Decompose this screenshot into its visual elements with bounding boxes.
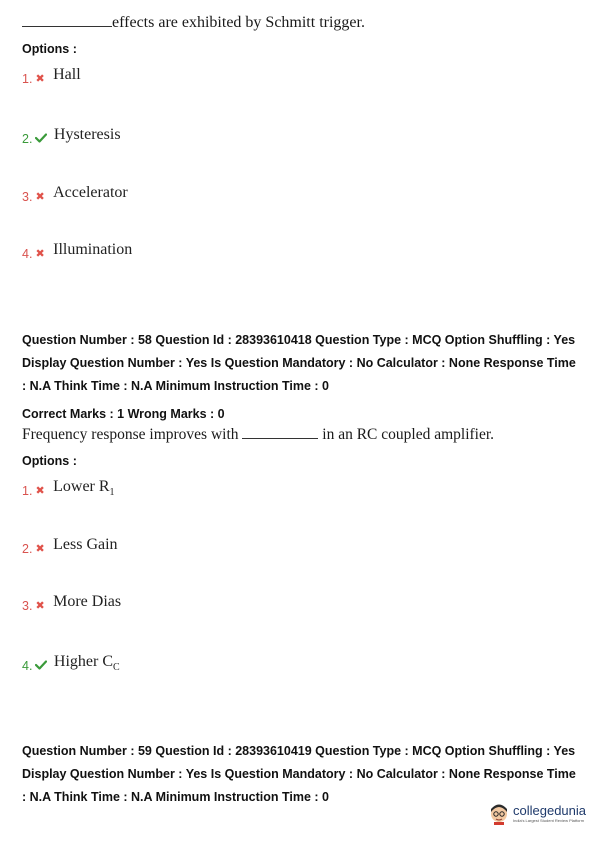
- logo-name: collegedunia: [513, 803, 587, 818]
- q58-option-1: [22, 478, 115, 502]
- option-text: Less Gain: [53, 536, 118, 553]
- q57-option-2: [22, 126, 121, 148]
- option-text: Hysteresis: [53, 126, 121, 144]
- option-number: 1.: [22, 72, 33, 86]
- option-number: 4.: [22, 659, 33, 674]
- q58-question: [22, 426, 494, 444]
- option-number: 1.: [22, 484, 33, 498]
- cross-icon: ✖: [35, 73, 45, 86]
- option-number: 2.: [22, 132, 33, 147]
- q57-option-1: [22, 66, 81, 88]
- option-text: Hall: [53, 66, 81, 83]
- q58-meta: Question Number : 58 Question Id : 28393610418 Question Type : MCQ Option Shuffling : Yes Display Question Number : Yes Is Question Mandatory : No Calculator : None Response Time : N.A Think Time : N.A Minimum Instruction Time : 0: [22, 333, 576, 393]
- option-number: 3.: [22, 599, 33, 613]
- cross-icon: ✖: [35, 191, 45, 204]
- option-text: Illumination: [53, 241, 133, 258]
- q58-question-start: Frequency response improves with: [22, 426, 239, 443]
- cross-icon: ✖: [35, 600, 45, 613]
- option-number: 3.: [22, 190, 33, 204]
- check-icon: [35, 657, 47, 675]
- logo-tagline: India's Largest Student Review Platform: [513, 818, 585, 823]
- q58-option-4: [22, 653, 120, 677]
- option-number: 2.: [22, 542, 33, 556]
- mascot-icon: [488, 801, 510, 825]
- q58-question-end: in an RC coupled amplifier.: [322, 426, 495, 443]
- cross-icon: ✖: [35, 485, 45, 498]
- option-text: Accelerator: [53, 184, 128, 201]
- answer-blank: [242, 426, 318, 439]
- q58-marks: Correct Marks : 1 Wrong Marks : 0: [22, 407, 225, 421]
- q58-option-2: [22, 536, 118, 558]
- answer-blank: [22, 14, 112, 27]
- cross-icon: ✖: [35, 248, 45, 261]
- q58-option-3: [22, 593, 122, 615]
- check-icon: [35, 130, 47, 148]
- option-text: Higher $C_C$: [53, 653, 120, 674]
- q58-options-label: Options :: [22, 454, 77, 468]
- option-text: More Dias: [53, 593, 122, 610]
- q57-option-4: [22, 241, 133, 263]
- q57-options-label: Options :: [22, 42, 77, 56]
- option-number: 4.: [22, 247, 33, 261]
- q59-meta: Question Number : 59 Question Id : 28393610419 Question Type : MCQ Option Shuffling : Yes Display Question Number : Yes Is Question Mandatory : No Calculator : None Response Time : N.A Think Time : N.A Minimum Instruction Time : 0: [22, 744, 576, 804]
- q57-question-text: effects are exhibited by Schmitt trigger.: [112, 14, 365, 31]
- option-text: Lower $R_1$: [53, 478, 115, 499]
- collegedunia-logo: [488, 801, 586, 825]
- q57-question: [22, 14, 365, 32]
- q57-option-3: [22, 184, 128, 206]
- cross-icon: ✖: [35, 543, 45, 556]
